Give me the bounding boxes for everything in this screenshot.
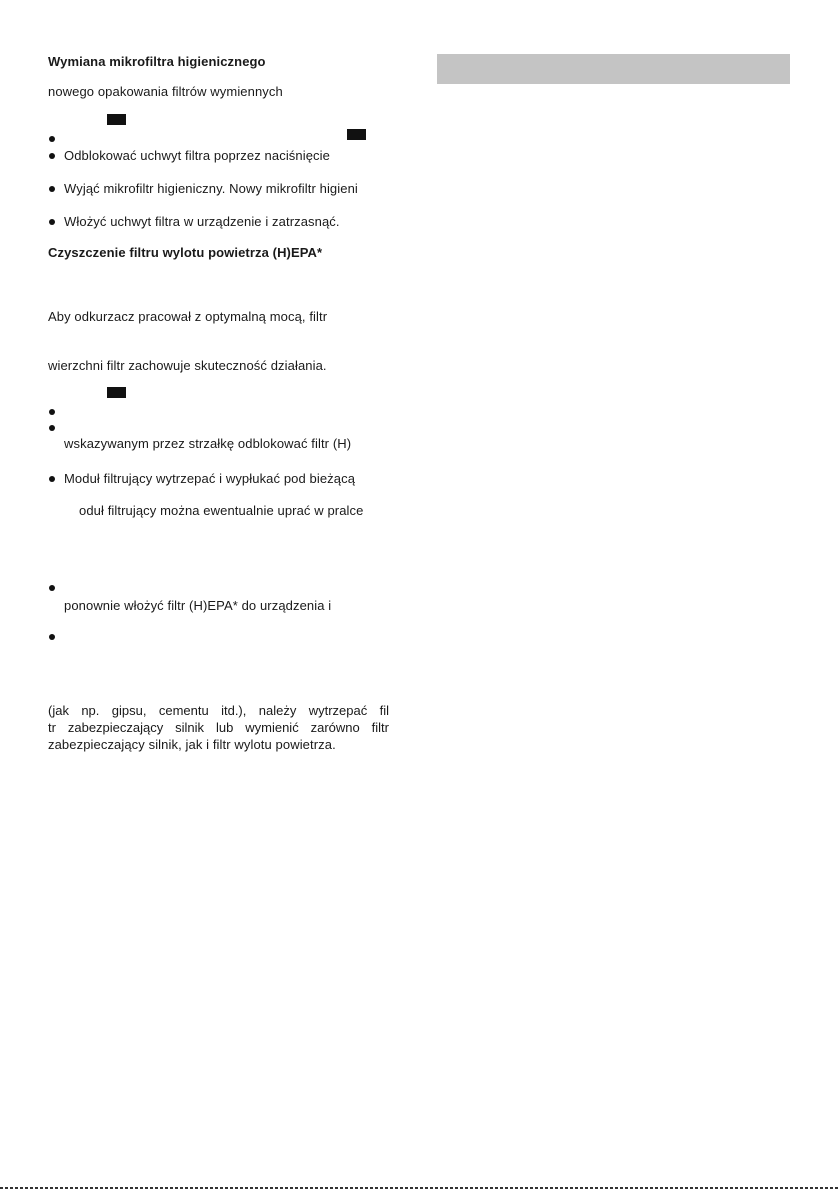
heading-czyszczenie: Czyszczenie filtru wylotu powietrza (H)EPA*	[48, 245, 323, 260]
page-bottom-rule	[0, 1187, 840, 1189]
section-header-band	[437, 54, 790, 84]
bullet-dot-5	[49, 409, 55, 415]
bullet-dot-8	[49, 585, 55, 591]
text-wyjac: Wyjąć mikrofiltr higieniczny. Nowy mikrofiltr higieni	[64, 181, 358, 196]
text-odul: oduł filtrujący można ewentualnie uprać w pralce	[79, 503, 364, 518]
bullet-dot-3	[49, 186, 55, 192]
bullet-dot-7	[49, 476, 55, 482]
text-ponownie: ponownie włożyć filtr (H)EPA* do urządzenia i	[64, 598, 332, 613]
text-wlozyc: Włożyć uchwyt filtra w urządzenie i zatrzasnąć.	[64, 214, 340, 229]
heading-mikrofiltr: Wymiana mikrofiltra higienicznego	[48, 54, 266, 69]
black-mark-2	[347, 129, 366, 140]
text-odblokowac: Odblokować uchwyt filtra poprzez naciśnięcie	[64, 148, 330, 163]
text-opakowanie: nowego opakowania filtrów wymiennych	[48, 84, 283, 99]
text-wierzchni: wierzchni filtr zachowuje skuteczność działania.	[48, 358, 327, 373]
para-line-2: tr zabezpieczający silnik lub wymienić zarówno filtr	[48, 720, 389, 735]
bullet-dot-4	[49, 219, 55, 225]
para-line-3: zabezpieczający silnik, jak i filtr wylotu powietrza.	[48, 737, 336, 752]
bullet-dot-9	[49, 634, 55, 640]
text-aby: Aby odkurzacz pracował z optymalną mocą, filtr	[48, 309, 328, 324]
text-modul: Moduł filtrujący wytrzepać i wypłukać pod bieżącą	[64, 471, 356, 486]
para-line-1: (jak np. gipsu, cementu itd.), należy wytrzepać fil	[48, 703, 389, 718]
black-mark-1	[107, 114, 126, 125]
text-wskazywanym: wskazywanym przez strzałkę odblokować filtr (H)	[64, 436, 352, 451]
bullet-dot-1	[49, 136, 55, 142]
black-mark-3	[107, 387, 126, 398]
bullet-dot-6	[49, 425, 55, 431]
bullet-dot-2	[49, 153, 55, 159]
